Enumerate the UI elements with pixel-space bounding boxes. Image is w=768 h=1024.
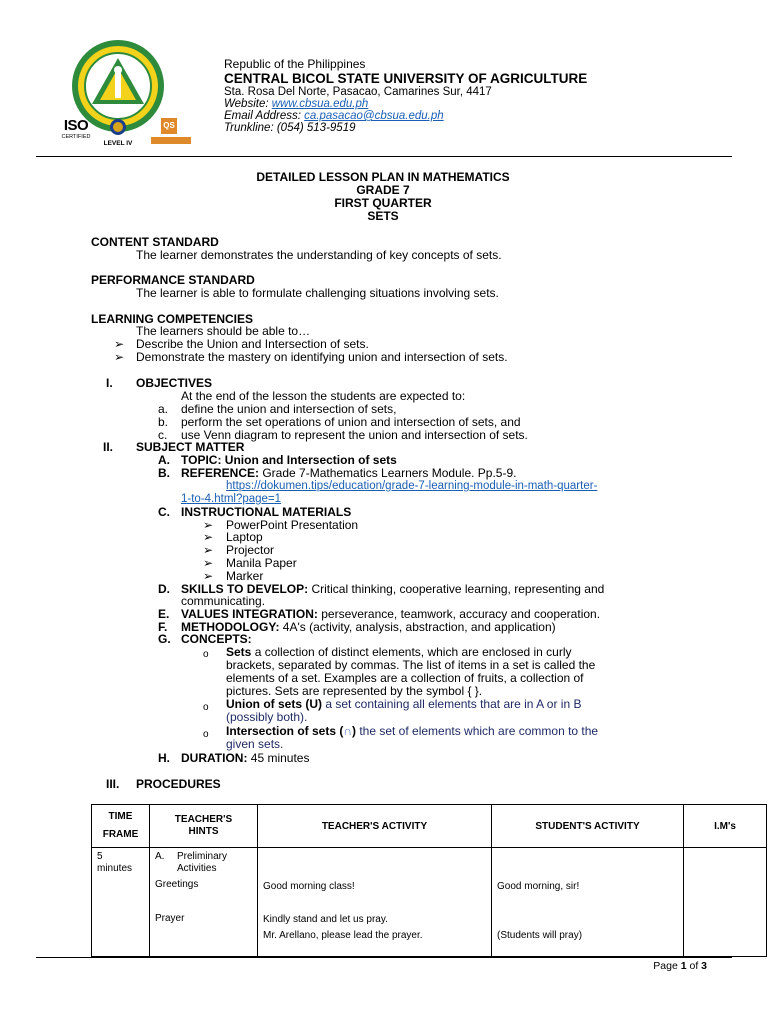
performance-standard-heading: PERFORMANCE STANDARD	[91, 273, 255, 287]
duration-label: DURATION:	[181, 751, 248, 765]
objective-item: use Venn diagram to represent the union and intersection of sets.	[181, 428, 528, 442]
concept-sets-line: pictures. Sets are represented by the symbol { }.	[226, 684, 483, 698]
learning-competencies-intro: The learners should be able to…	[136, 324, 311, 338]
col-ims: I.M's	[684, 805, 767, 848]
subject-matter-heading: SUBJECT MATTER	[136, 440, 245, 454]
objective-item: define the union and intersection of sets,	[181, 402, 397, 416]
header-address: Sta. Rosa Del Norte, Pasacao, Camarines Sur, 4417	[224, 86, 492, 98]
level-logo	[100, 118, 136, 148]
reference-link-continued[interactable]: 1-to-4.html?page=1	[181, 493, 282, 505]
material-bullet-icon: ➢	[203, 518, 214, 532]
subject-matter-number: II.	[103, 440, 114, 454]
reference-link[interactable]: https://dokumen.tips/education/grade-7-learning-module-in-math-quarter-	[226, 480, 598, 492]
page-total: 3	[701, 960, 707, 972]
concept-intersection-text: the set of elements which are common to the	[355, 724, 599, 738]
concept-sets-line: brackets, separated by commas. The list of items in a set is called the	[226, 658, 596, 672]
reference-label: REFERENCE:	[181, 466, 260, 480]
hint-line: Activities	[177, 863, 217, 874]
reference	[181, 467, 516, 480]
reference-text: Grade 7-Mathematics Learners Module. Pp.5-9.	[259, 466, 517, 480]
concept-intersection-close: )	[351, 724, 356, 738]
email-label: Email Address:	[224, 110, 305, 122]
page-label: Page	[653, 960, 681, 972]
hint-letter: A.	[155, 851, 165, 862]
website-link[interactable]: www.cbsua.edu.ph	[271, 98, 369, 110]
concept-bullet-icon: o	[203, 649, 209, 660]
concept-union-label: Union of sets (U)	[226, 697, 322, 711]
iso-logo	[58, 118, 94, 148]
reference-letter: B.	[158, 466, 170, 480]
hint-line: Preliminary	[177, 851, 228, 862]
cell-teacher-activity	[258, 848, 492, 957]
hint-heading	[155, 851, 252, 863]
learning-competencies-heading: LEARNING COMPETENCIES	[91, 312, 254, 326]
concept-bullet-icon: o	[203, 702, 209, 713]
objective-letter: b.	[158, 415, 169, 429]
content-standard-text: The learner demonstrates the understanding of key concepts of sets.	[136, 248, 502, 262]
material-item: Projector	[226, 543, 275, 557]
iso-sub: CERTIFIED	[61, 134, 91, 140]
title-line-2: GRADE 7	[356, 183, 410, 197]
topic-letter: A.	[158, 453, 170, 467]
col-students-activity: STUDENT'S ACTIVITY	[492, 805, 684, 848]
col-time-label: TIME	[108, 811, 133, 822]
iso-label: ISO	[63, 117, 89, 134]
material-item: Marker	[226, 569, 264, 583]
qs-stars	[151, 137, 191, 144]
title-line-1: DETAILED LESSON PLAN IN MATHEMATICS	[256, 170, 510, 184]
topic: TOPIC: Union and Intersection of sets	[181, 453, 397, 467]
procedures-table	[91, 804, 767, 957]
row-time-unit: minutes	[97, 863, 133, 874]
header-trunkline	[224, 122, 356, 135]
cell-time	[92, 848, 150, 957]
col-teachers-hints	[150, 805, 258, 848]
skills-label: SKILLS TO DEVELOP:	[181, 582, 309, 596]
teacher-prayer-leader: Mr. Arellano, please lead the prayer.	[263, 930, 423, 941]
values-label: VALUES INTEGRATION:	[181, 607, 318, 621]
concept-intersection-label: Intersection of sets (	[226, 724, 344, 738]
cell-student-activity	[492, 848, 684, 957]
objective-item: perform the set operations of union and intersection of sets, and	[181, 415, 521, 429]
materials-heading: INSTRUCTIONAL MATERIALS	[181, 505, 352, 519]
competency-bullet-icon: ➢	[114, 337, 125, 351]
table-header-row	[92, 805, 767, 848]
concept-sets-line: a collection of distinct elements, which are enclosed in curly	[251, 645, 572, 659]
material-bullet-icon: ➢	[203, 543, 214, 557]
page-number	[620, 960, 707, 972]
values-text: perseverance, teamwork, accuracy and cooperation.	[317, 607, 601, 621]
website-label: Website:	[224, 98, 272, 110]
material-bullet-icon: ➢	[203, 569, 214, 583]
concept-sets-label: Sets	[226, 645, 252, 659]
qs-label: QS	[161, 118, 177, 134]
accreditation-badge-icon	[108, 118, 128, 135]
cell-hints	[150, 848, 258, 957]
student-greeting: Good morning, sir!	[497, 881, 580, 892]
concepts-letter: G.	[158, 632, 171, 646]
methodology-label: METHODOLOGY:	[181, 620, 280, 634]
material-bullet-icon: ➢	[203, 556, 214, 570]
title-line-3: FIRST QUARTER	[334, 196, 432, 210]
material-item: Manila Paper	[226, 556, 297, 570]
duration-text: 45 minutes	[247, 751, 310, 765]
skills-letter: D.	[158, 582, 170, 596]
duration	[181, 752, 309, 765]
materials-letter: C.	[158, 505, 170, 519]
competency-bullet-icon: ➢	[114, 350, 125, 364]
header-republic: Republic of the Philippines	[224, 57, 366, 71]
page-current: 1	[680, 960, 687, 972]
teacher-greeting: Good morning class!	[263, 881, 355, 892]
methodology-text: 4A's (activity, analysis, abstraction, and application)	[279, 620, 556, 634]
page-of-label: of	[686, 960, 702, 972]
col-hints-label: TEACHER'S	[174, 814, 233, 825]
procedures-heading: PROCEDURES	[136, 777, 221, 791]
performance-standard-text: The learner is able to formulate challenging situations involving sets.	[136, 286, 499, 300]
header-divider	[36, 156, 732, 157]
material-bullet-icon: ➢	[203, 530, 214, 544]
values-letter: E.	[158, 607, 170, 621]
duration-letter: H.	[158, 751, 170, 765]
objectives-heading: OBJECTIVES	[136, 376, 213, 390]
trunkline-label: Trunkline:	[224, 122, 277, 134]
objectives-intro: At the end of the lesson the students are expected to:	[181, 389, 466, 403]
title-line-4: SETS	[367, 209, 399, 223]
student-prayer: (Students will pray)	[497, 930, 583, 941]
header-university: CENTRAL BICOL STATE UNIVERSITY OF AGRICULTURE	[224, 71, 588, 86]
objective-letter: c.	[158, 428, 168, 442]
intersection-symbol: ∩	[343, 724, 352, 738]
hint-greetings: Greetings	[155, 879, 199, 890]
trunkline-number: (054) 513-9519	[276, 122, 356, 134]
procedures-number: III.	[106, 777, 120, 791]
hint-prayer: Prayer	[155, 913, 185, 924]
level-label: LEVEL IV	[103, 140, 133, 147]
concept-union-text: a set containing all elements that are in A or in B	[322, 697, 582, 711]
concept-sets-line: elements of a set. Examples are a collection of fruits, a collection of	[226, 671, 584, 685]
content-standard-heading: CONTENT STANDARD	[91, 235, 219, 249]
col-time-frame	[92, 805, 150, 848]
methodology-letter: F.	[158, 620, 168, 634]
material-item: Laptop	[226, 530, 263, 544]
col-frame-label: FRAME	[102, 829, 139, 840]
skills-text-continued: communicating.	[181, 594, 266, 608]
col-hints-label-2: HINTS	[188, 826, 219, 837]
row-time-value: 5	[97, 851, 103, 862]
material-item: PowerPoint Presentation	[226, 518, 359, 532]
cell-ims	[684, 848, 767, 957]
concept-intersection-text-continued: given sets.	[226, 737, 284, 751]
concepts-heading: CONCEPTS:	[181, 632, 252, 646]
skills-text: Critical thinking, cooperative learning, representing and	[308, 582, 605, 596]
col-teachers-activity: TEACHER'S ACTIVITY	[258, 805, 492, 848]
competency-item: Demonstrate the mastery on identifying union and intersection of sets.	[136, 350, 508, 364]
table-row	[92, 848, 767, 957]
objective-letter: a.	[158, 402, 169, 416]
concept-union-text-continued: (possibly both).	[226, 710, 308, 724]
concept-bullet-icon: o	[203, 729, 209, 740]
email-link[interactable]: ca.pasacao@cbsua.edu.ph	[304, 110, 444, 122]
footer-divider	[36, 957, 732, 958]
teacher-prayer-instruction: Kindly stand and let us pray.	[263, 914, 388, 925]
objectives-number: I.	[106, 376, 113, 390]
qs-logo	[151, 118, 191, 148]
competency-item: Describe the Union and Intersection of sets.	[136, 337, 369, 351]
